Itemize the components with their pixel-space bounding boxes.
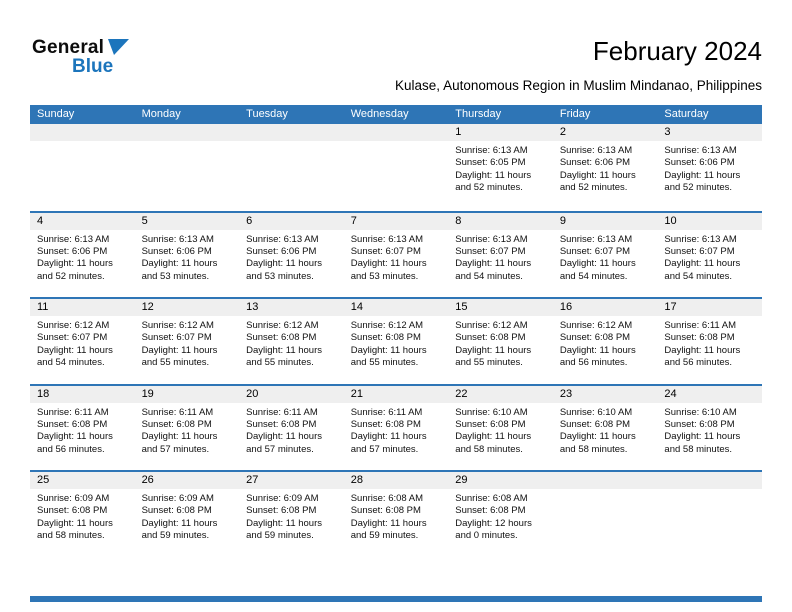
- detail-line: Sunrise: 6:13 AM: [37, 233, 110, 245]
- day-cell-12: [135, 299, 240, 384]
- detail-line: Daylight: 11 hours: [559, 169, 636, 181]
- detail-line: Sunset: 6:07 PM: [559, 245, 631, 257]
- detail-line: Sunset: 6:05 PM: [455, 157, 526, 169]
- calendar-grid: [30, 124, 762, 557]
- day-details: [657, 403, 762, 457]
- detail-line: and 56 minutes.: [559, 357, 628, 369]
- day-cell-9: [553, 213, 658, 298]
- weekday-header-monday: Monday: [141, 108, 181, 120]
- detail-line: Sunrise: 6:11 AM: [246, 406, 318, 418]
- detail-line: Daylight: 11 hours: [664, 169, 741, 181]
- day-cell-4: [30, 213, 135, 298]
- day-details: [344, 403, 449, 457]
- detail-line: Sunset: 6:08 PM: [559, 418, 631, 430]
- detail-line: and 58 minutes.: [559, 443, 628, 455]
- detail-line: Sunset: 6:08 PM: [664, 332, 735, 344]
- detail-line: and 0 minutes.: [455, 530, 518, 542]
- detail-line: Sunrise: 6:09 AM: [246, 493, 319, 504]
- detail-line: Daylight: 11 hours: [350, 517, 427, 529]
- detail-line: Sunrise: 6:13 AM: [664, 233, 737, 245]
- weekday-header-tuesday: Tuesday: [246, 108, 288, 120]
- day-number: [30, 124, 135, 141]
- detail-line: Sunset: 6:07 PM: [37, 332, 108, 344]
- week-row: [30, 384, 762, 471]
- detail-line: and 58 minutes.: [37, 530, 105, 542]
- detail-line: Sunrise: 6:13 AM: [246, 233, 319, 245]
- day-details: [553, 489, 658, 493]
- detail-line: Sunrise: 6:11 AM: [350, 406, 423, 418]
- day-cell-5: [135, 213, 240, 298]
- detail-line: Daylight: 11 hours: [141, 344, 218, 356]
- day-number: 28: [344, 472, 449, 489]
- day-details: [657, 141, 762, 195]
- detail-line: and 58 minutes.: [455, 443, 523, 455]
- detail-line: Sunset: 6:07 PM: [141, 332, 212, 344]
- day-cell-3: [657, 124, 762, 211]
- detail-line: Daylight: 11 hours: [664, 258, 741, 270]
- detail-line: Daylight: 11 hours: [455, 169, 532, 181]
- detail-line: Sunset: 6:08 PM: [37, 505, 108, 517]
- day-number: 6: [239, 213, 344, 230]
- day-cell-10: [657, 213, 762, 298]
- detail-line: Sunrise: 6:13 AM: [141, 233, 214, 245]
- detail-line: Sunrise: 6:08 AM: [455, 493, 528, 504]
- day-cell-empty: [553, 472, 658, 557]
- day-number: 4: [30, 213, 135, 230]
- detail-line: Daylight: 11 hours: [559, 431, 636, 443]
- detail-line: Daylight: 11 hours: [141, 431, 218, 443]
- detail-line: and 54 minutes.: [664, 270, 733, 282]
- detail-line: Daylight: 11 hours: [37, 517, 113, 529]
- detail-line: Daylight: 11 hours: [37, 258, 113, 270]
- detail-line: Sunrise: 6:09 AM: [37, 493, 110, 504]
- day-cell-16: [553, 299, 658, 384]
- detail-line: and 53 minutes.: [246, 270, 314, 282]
- day-cell-26: [135, 472, 240, 557]
- day-details: [30, 489, 135, 543]
- detail-line: Sunset: 6:08 PM: [455, 332, 526, 344]
- day-number: 14: [344, 299, 449, 316]
- day-cell-empty: [30, 124, 135, 211]
- detail-line: and 56 minutes.: [37, 443, 105, 455]
- day-cell-6: [239, 213, 344, 298]
- week-row: [30, 297, 762, 384]
- day-details: [135, 230, 240, 284]
- detail-line: Daylight: 12 hours: [455, 517, 532, 529]
- day-cell-23: [553, 386, 658, 471]
- weekday-header-sunday: Sunday: [37, 108, 75, 120]
- detail-line: Daylight: 11 hours: [141, 258, 218, 270]
- week-row: [30, 124, 762, 211]
- detail-line: and 54 minutes.: [559, 270, 628, 282]
- detail-line: and 55 minutes.: [350, 357, 419, 369]
- day-number: [239, 124, 344, 141]
- week-row: [30, 211, 762, 298]
- day-number: [657, 472, 762, 489]
- detail-line: Daylight: 11 hours: [246, 431, 323, 443]
- day-number: 8: [448, 213, 553, 230]
- day-number: 17: [657, 299, 762, 316]
- detail-line: Daylight: 11 hours: [455, 344, 532, 356]
- detail-line: Sunset: 6:07 PM: [350, 245, 421, 257]
- day-details: [657, 489, 762, 493]
- day-cell-empty: [135, 124, 240, 211]
- day-number: 23: [553, 386, 658, 403]
- detail-line: Sunset: 6:08 PM: [350, 418, 421, 430]
- day-details: [657, 230, 762, 284]
- detail-line: Sunrise: 6:11 AM: [141, 406, 214, 418]
- day-number: 21: [344, 386, 449, 403]
- day-number: [553, 472, 658, 489]
- detail-line: Sunset: 6:06 PM: [246, 245, 317, 257]
- detail-line: Sunrise: 6:13 AM: [455, 145, 528, 156]
- day-details: [30, 230, 135, 284]
- detail-line: and 57 minutes.: [246, 443, 314, 455]
- day-number: 11: [30, 299, 135, 316]
- day-details: [135, 316, 240, 370]
- logo-word-general: General: [32, 37, 105, 58]
- detail-line: Sunset: 6:08 PM: [246, 505, 317, 517]
- day-cell-14: [344, 299, 449, 384]
- detail-line: and 55 minutes.: [246, 357, 314, 369]
- day-cell-19: [135, 386, 240, 471]
- detail-line: Sunset: 6:07 PM: [455, 245, 526, 257]
- detail-line: Sunrise: 6:12 AM: [37, 320, 110, 331]
- day-cell-2: [553, 124, 658, 211]
- weekday-header-friday: Friday: [559, 108, 591, 120]
- day-details: [239, 403, 344, 457]
- detail-line: Sunset: 6:08 PM: [350, 505, 421, 517]
- detail-line: Sunrise: 6:10 AM: [664, 406, 737, 418]
- detail-line: Sunrise: 6:12 AM: [246, 320, 319, 331]
- detail-line: Daylight: 11 hours: [455, 258, 532, 270]
- day-details: [30, 316, 135, 370]
- detail-line: Sunrise: 6:08 AM: [350, 493, 424, 504]
- detail-line: and 52 minutes.: [559, 182, 628, 194]
- detail-line: and 59 minutes.: [141, 530, 210, 542]
- detail-line: Daylight: 11 hours: [37, 344, 113, 356]
- detail-line: and 56 minutes.: [664, 357, 733, 369]
- day-details: [239, 230, 344, 284]
- calendar-table: [30, 105, 762, 557]
- detail-line: and 54 minutes.: [37, 357, 105, 369]
- day-cell-20: [239, 386, 344, 471]
- detail-line: Sunset: 6:06 PM: [141, 245, 212, 257]
- detail-line: Daylight: 11 hours: [455, 431, 532, 443]
- day-cell-1: [448, 124, 553, 211]
- detail-line: Daylight: 11 hours: [246, 344, 323, 356]
- day-number: 2: [553, 124, 658, 141]
- day-number: 19: [135, 386, 240, 403]
- day-number: 18: [30, 386, 135, 403]
- day-number: 10: [657, 213, 762, 230]
- day-cell-15: [448, 299, 553, 384]
- day-cell-25: [30, 472, 135, 557]
- day-number: 3: [657, 124, 762, 141]
- detail-line: and 59 minutes.: [246, 530, 314, 542]
- detail-line: Daylight: 11 hours: [559, 258, 636, 270]
- day-cell-22: [448, 386, 553, 471]
- detail-line: Daylight: 11 hours: [350, 258, 427, 270]
- day-details: [448, 230, 553, 284]
- day-details: [448, 316, 553, 370]
- day-details: [344, 316, 449, 370]
- day-number: 7: [344, 213, 449, 230]
- day-number: 1: [448, 124, 553, 141]
- day-details: [30, 403, 135, 457]
- day-details: [239, 141, 344, 145]
- day-number: 13: [239, 299, 344, 316]
- day-number: 26: [135, 472, 240, 489]
- day-number: 5: [135, 213, 240, 230]
- day-details: [553, 403, 658, 457]
- day-cell-27: [239, 472, 344, 557]
- detail-line: Sunrise: 6:13 AM: [559, 145, 633, 156]
- detail-line: and 54 minutes.: [455, 270, 523, 282]
- detail-line: Sunrise: 6:11 AM: [37, 406, 109, 418]
- weekday-header-wednesday: Wednesday: [350, 108, 409, 120]
- day-details: [135, 141, 240, 145]
- day-number: 24: [657, 386, 762, 403]
- bottom-bar: [30, 596, 762, 602]
- general-blue-logo: [32, 38, 130, 76]
- detail-line: and 53 minutes.: [141, 270, 210, 282]
- detail-line: and 52 minutes.: [664, 182, 733, 194]
- day-cell-17: [657, 299, 762, 384]
- day-cell-11: [30, 299, 135, 384]
- detail-line: and 59 minutes.: [350, 530, 419, 542]
- detail-line: Sunrise: 6:10 AM: [455, 406, 528, 418]
- detail-line: and 55 minutes.: [455, 357, 523, 369]
- day-number: 15: [448, 299, 553, 316]
- day-cell-21: [344, 386, 449, 471]
- detail-line: Sunrise: 6:10 AM: [559, 406, 633, 418]
- day-cell-empty: [657, 472, 762, 557]
- detail-line: Sunrise: 6:12 AM: [350, 320, 424, 331]
- detail-line: Sunrise: 6:09 AM: [141, 493, 214, 504]
- day-number: [344, 124, 449, 141]
- day-details: [448, 403, 553, 457]
- detail-line: Sunset: 6:08 PM: [246, 418, 317, 430]
- day-number: 16: [553, 299, 658, 316]
- day-details: [344, 489, 449, 543]
- detail-line: Daylight: 11 hours: [141, 517, 218, 529]
- week-row: [30, 470, 762, 557]
- detail-line: and 57 minutes.: [141, 443, 210, 455]
- day-details: [448, 489, 553, 543]
- day-details: [344, 141, 449, 145]
- logo-word-blue: Blue: [72, 56, 114, 77]
- detail-line: Sunset: 6:07 PM: [664, 245, 735, 257]
- detail-line: Sunset: 6:08 PM: [664, 418, 735, 430]
- detail-line: Sunset: 6:08 PM: [141, 505, 212, 517]
- day-details: [239, 316, 344, 370]
- detail-line: Sunset: 6:06 PM: [664, 157, 735, 169]
- day-cell-28: [344, 472, 449, 557]
- day-number: 22: [448, 386, 553, 403]
- detail-line: and 53 minutes.: [350, 270, 419, 282]
- detail-line: Daylight: 11 hours: [246, 517, 323, 529]
- day-details: [135, 489, 240, 543]
- weekday-header-thursday: Thursday: [455, 108, 502, 120]
- detail-line: Sunrise: 6:13 AM: [664, 145, 737, 156]
- weekday-header-row: [30, 105, 762, 124]
- day-details: [135, 403, 240, 457]
- day-details: [553, 141, 658, 195]
- day-number: 9: [553, 213, 658, 230]
- day-cell-18: [30, 386, 135, 471]
- detail-line: Sunset: 6:06 PM: [37, 245, 108, 257]
- day-cell-13: [239, 299, 344, 384]
- day-number: 12: [135, 299, 240, 316]
- detail-line: Sunrise: 6:12 AM: [559, 320, 633, 331]
- detail-line: Daylight: 11 hours: [246, 258, 323, 270]
- day-details: [30, 141, 135, 145]
- day-cell-empty: [344, 124, 449, 211]
- detail-line: Sunset: 6:08 PM: [455, 505, 526, 517]
- detail-line: Daylight: 11 hours: [350, 431, 427, 443]
- detail-line: Daylight: 11 hours: [559, 344, 636, 356]
- day-details: [239, 489, 344, 543]
- page-subtitle: Kulase, Autonomous Region in Muslim Mindanao, Philippines: [395, 78, 762, 93]
- detail-line: Daylight: 11 hours: [350, 344, 427, 356]
- day-number: [135, 124, 240, 141]
- detail-line: and 57 minutes.: [350, 443, 419, 455]
- day-cell-7: [344, 213, 449, 298]
- day-details: [553, 230, 658, 284]
- day-details: [553, 316, 658, 370]
- detail-line: and 55 minutes.: [141, 357, 210, 369]
- detail-line: Sunrise: 6:12 AM: [141, 320, 214, 331]
- detail-line: Sunrise: 6:13 AM: [455, 233, 528, 245]
- detail-line: Sunrise: 6:13 AM: [559, 233, 633, 245]
- detail-line: Sunrise: 6:11 AM: [664, 320, 737, 331]
- day-number: 25: [30, 472, 135, 489]
- day-number: 20: [239, 386, 344, 403]
- detail-line: Sunset: 6:08 PM: [246, 332, 317, 344]
- detail-line: Sunrise: 6:12 AM: [455, 320, 528, 331]
- day-cell-empty: [239, 124, 344, 211]
- detail-line: and 58 minutes.: [664, 443, 733, 455]
- day-cell-24: [657, 386, 762, 471]
- detail-line: Sunset: 6:08 PM: [559, 332, 631, 344]
- day-cell-8: [448, 213, 553, 298]
- day-details: [344, 230, 449, 284]
- detail-line: Sunset: 6:06 PM: [559, 157, 631, 169]
- detail-line: Daylight: 11 hours: [37, 431, 113, 443]
- day-number: 27: [239, 472, 344, 489]
- day-cell-29: [448, 472, 553, 557]
- detail-line: and 52 minutes.: [455, 182, 523, 194]
- logo-triangle-icon: [106, 38, 130, 56]
- detail-line: Daylight: 11 hours: [664, 344, 741, 356]
- day-number: 29: [448, 472, 553, 489]
- detail-line: and 52 minutes.: [37, 270, 105, 282]
- page-title: February 2024: [592, 36, 762, 66]
- detail-line: Sunset: 6:08 PM: [350, 332, 421, 344]
- detail-line: Sunset: 6:08 PM: [37, 418, 108, 430]
- day-details: [448, 141, 553, 195]
- detail-line: Sunset: 6:08 PM: [141, 418, 212, 430]
- detail-line: Daylight: 11 hours: [664, 431, 741, 443]
- day-details: [657, 316, 762, 370]
- detail-line: Sunset: 6:08 PM: [455, 418, 526, 430]
- weekday-header-saturday: Saturday: [664, 108, 709, 120]
- detail-line: Sunrise: 6:13 AM: [350, 233, 424, 245]
